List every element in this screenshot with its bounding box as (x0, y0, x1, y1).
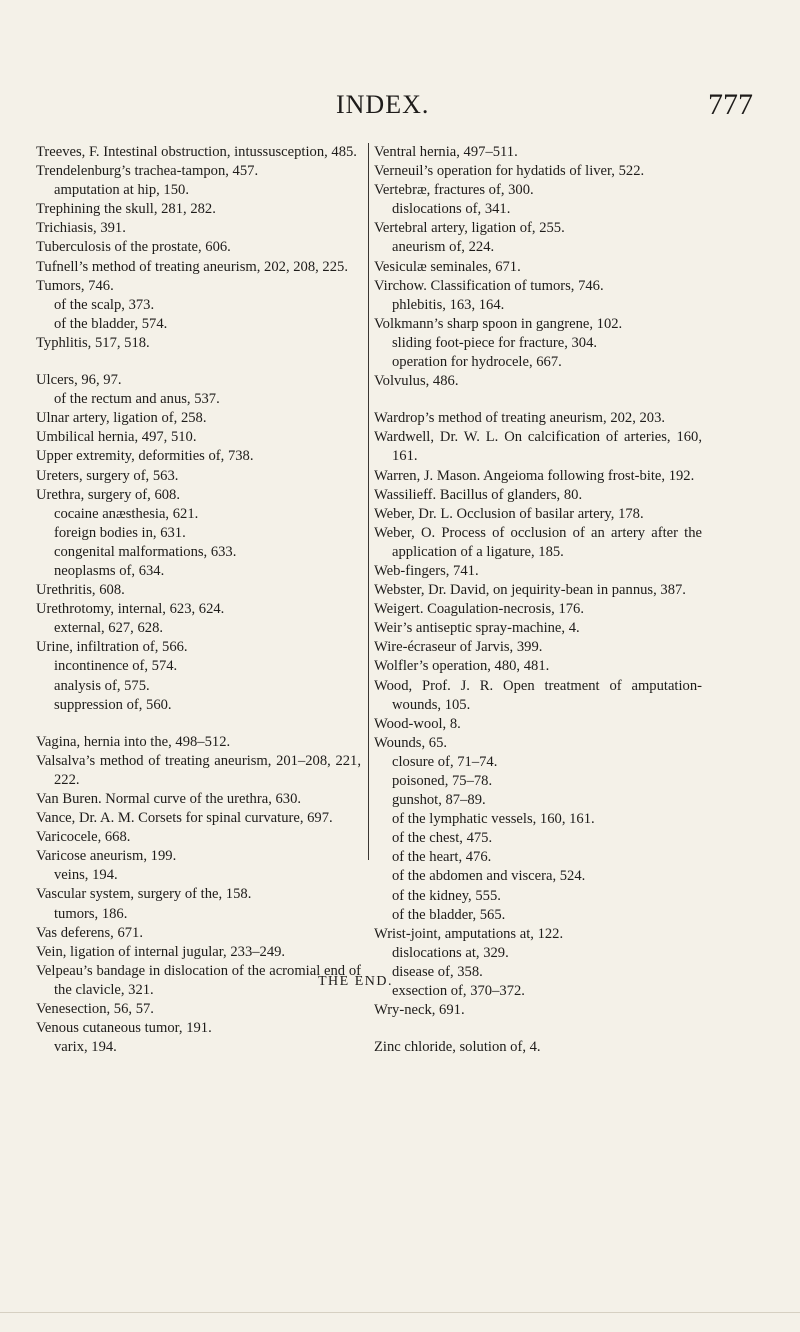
page-title: INDEX. (336, 90, 430, 119)
index-entry: Valsalva’s method of treating aneurism, 201–208, 221, 222. (36, 752, 361, 788)
index-subentry: poisoned, 75–78. (392, 773, 493, 789)
index-subentry: phlebitis, 163, 164. (392, 296, 505, 313)
index-subentry: foreign bodies in, 631. (54, 524, 186, 541)
index-entry: Tumors, 746. (36, 277, 114, 294)
index-group (374, 143, 702, 391)
end-text: THE END. (318, 974, 393, 989)
index-subentry: of the scalp, 373. (54, 296, 155, 313)
index-entry: Wardrop’s method of treating aneurism, 202, 203. (374, 410, 666, 427)
index-entry: Venesection, 56, 57. (36, 1001, 154, 1018)
index-subentry: analysis of, 575. (54, 677, 150, 694)
index-entry: Vertebræ, fractures of, 300. (374, 182, 534, 199)
index-entry: Vesiculæ seminales, 671. (374, 258, 521, 275)
index-group (36, 733, 361, 1058)
index-subentry: operation for hydrocele, 667. (392, 354, 562, 371)
index-subentry: external, 627, 628. (54, 620, 164, 637)
index-entry: Treeves, F. Intestinal obstruction, intussusception, 485. (36, 144, 357, 160)
index-entry: Van Buren. Normal curve of the urethra, 630. (36, 791, 302, 807)
index-entry: Web-fingers, 741. (374, 562, 479, 579)
index-entry: Upper extremity, deformities of, 738. (36, 448, 254, 465)
index-subentry: varix, 194. (54, 1039, 117, 1056)
index-group (36, 371, 361, 715)
index-entry: Weigert. Coagulation-necrosis, 176. (374, 601, 584, 618)
index-column-right (374, 143, 702, 1075)
index-group (374, 409, 702, 1020)
index-entry: Venous cutaneous tumor, 191. (36, 1020, 212, 1037)
index-entry: Wood-wool, 8. (374, 715, 461, 732)
index-entry: Vagina, hernia into the, 498–512. (36, 733, 231, 750)
index-entry: Trephining the skull, 281, 282. (36, 201, 216, 218)
index-subentry: tumors, 186. (54, 905, 128, 922)
index-entry: Typhlitis, 517, 518. (36, 334, 150, 351)
index-entry: Wolfler’s operation, 480, 481. (374, 658, 550, 675)
index-subentry: cocaine anæsthesia, 621. (54, 505, 199, 522)
index-subentry: of the abdomen and viscera, 524. (392, 868, 586, 885)
index-subentry: of the bladder, 565. (392, 906, 506, 923)
index-subentry: of the chest, 475. (392, 830, 493, 847)
index-entry: Varicocele, 668. (36, 829, 131, 846)
index-subentry: congenital malformations, 633. (54, 543, 237, 560)
index-entry: Weir’s antiseptic spray-machine, 4. (374, 620, 580, 637)
index-subentry: closure of, 71–74. (392, 753, 498, 770)
index-entry: Tufnell’s method of treating aneurism, 202, 208, 225. (36, 258, 348, 275)
index-entry: Wire-écraseur of Jarvis, 399. (374, 639, 543, 656)
index-entry: Wounds, 65. (374, 734, 448, 751)
index-entry: Ulcers, 96, 97. (36, 372, 122, 389)
index-subentry: dislocations of, 341. (392, 201, 511, 218)
index-group (36, 143, 361, 353)
index-entry: Wassilieff. Bacillus of glanders, 80. (374, 486, 583, 503)
index-subentry: veins, 194. (54, 867, 118, 884)
index-entry: Wrist-joint, amputations at, 122. (374, 925, 564, 942)
index-subentry: gunshot, 87–89. (392, 792, 486, 809)
index-entry: Vein, ligation of internal jugular, 233–249. (36, 943, 286, 960)
index-entry: Weber, Dr. L. Occlusion of basilar artery, 178. (374, 505, 644, 522)
index-entry: Webster, Dr. David, on jequirity-bean in pannus, 387. (374, 582, 686, 599)
index-subentry: of the rectum and anus, 537. (54, 391, 220, 408)
index-subentry: of the heart, 476. (392, 849, 492, 866)
index-entry: Umbilical hernia, 497, 510. (36, 429, 197, 446)
index-entry: Ureters, surgery of, 563. (36, 467, 179, 484)
index-entry: Trendelenburg’s trachea-tampon, 457. (36, 163, 259, 180)
index-subentry: disease of, 358. (392, 963, 483, 980)
index-subentry: of the lymphatic vessels, 160, 161. (392, 811, 595, 828)
index-entry: Vance, Dr. A. M. Corsets for spinal curvature, 697. (36, 810, 333, 827)
index-entry: Volvulus, 486. (374, 373, 459, 390)
index-subentry: neoplasms of, 634. (54, 562, 165, 579)
index-entry: Ventral hernia, 497–511. (374, 144, 518, 160)
index-subentry: aneurism of, 224. (392, 239, 495, 256)
index-entry: Urine, infiltration of, 566. (36, 639, 188, 656)
index-subentry: suppression of, 560. (54, 696, 172, 713)
index-entry: Virchow. Classification of tumors, 746. (374, 277, 604, 294)
index-entry: Weber, O. Process of occlusion of an artery after the application of a ligature, 185. (374, 524, 702, 560)
index-entry: Warren, J. Mason. Angeioma following frost-bite, 192. (374, 467, 695, 484)
index-entry: Trichiasis, 391. (36, 220, 126, 237)
index-entry: Velpeau’s bandage in dislocation of the acromial end of the clavicle, 321. (36, 962, 361, 998)
index-entry: Zinc chloride, solution of, 4. (374, 1039, 541, 1056)
index-entry: Wood, Prof. J. R. Open treatment of amputation-wounds, 105. (374, 677, 702, 713)
index-subentry: of the bladder, 574. (54, 315, 168, 332)
column-divider (368, 143, 369, 860)
index-column-left (36, 143, 361, 1075)
index-entry: Urethra, surgery of, 608. (36, 486, 181, 503)
index-subentry: amputation at hip, 150. (54, 182, 189, 199)
index-entry: Varicose aneurism, 199. (36, 848, 177, 865)
index-subentry: dislocations at, 329. (392, 944, 509, 961)
page-edge-line (0, 1312, 800, 1313)
index-entry: Wardwell, Dr. W. L. On calcification of arteries, 160, 161. (374, 429, 702, 465)
index-entry: Verneuil’s operation for hydatids of liver, 522. (374, 163, 645, 180)
index-entry: Tuberculosis of the prostate, 606. (36, 239, 231, 256)
index-subentry: exsection of, 370–372. (392, 983, 525, 1000)
index-entry: Urethritis, 608. (36, 582, 125, 599)
page-header (0, 86, 800, 126)
index-entry: Wry-neck, 691. (374, 1002, 465, 1019)
index-entry: Urethrotomy, internal, 623, 624. (36, 601, 225, 618)
index-entry: Vas deferens, 671. (36, 924, 143, 941)
index-subentry: sliding foot-piece for fracture, 304. (392, 334, 598, 351)
index-entry: Volkmann’s sharp spoon in gangrene, 102. (374, 315, 623, 332)
index-entry: Vascular system, surgery of the, 158. (36, 886, 252, 903)
index-group (374, 1038, 702, 1057)
index-subentry: incontinence of, 574. (54, 658, 178, 675)
index-entry: Ulnar artery, ligation of, 258. (36, 410, 207, 427)
index-subentry: of the kidney, 555. (392, 887, 501, 904)
index-entry: Vertebral artery, ligation of, 255. (374, 220, 565, 237)
page-number: 777 (708, 88, 753, 121)
